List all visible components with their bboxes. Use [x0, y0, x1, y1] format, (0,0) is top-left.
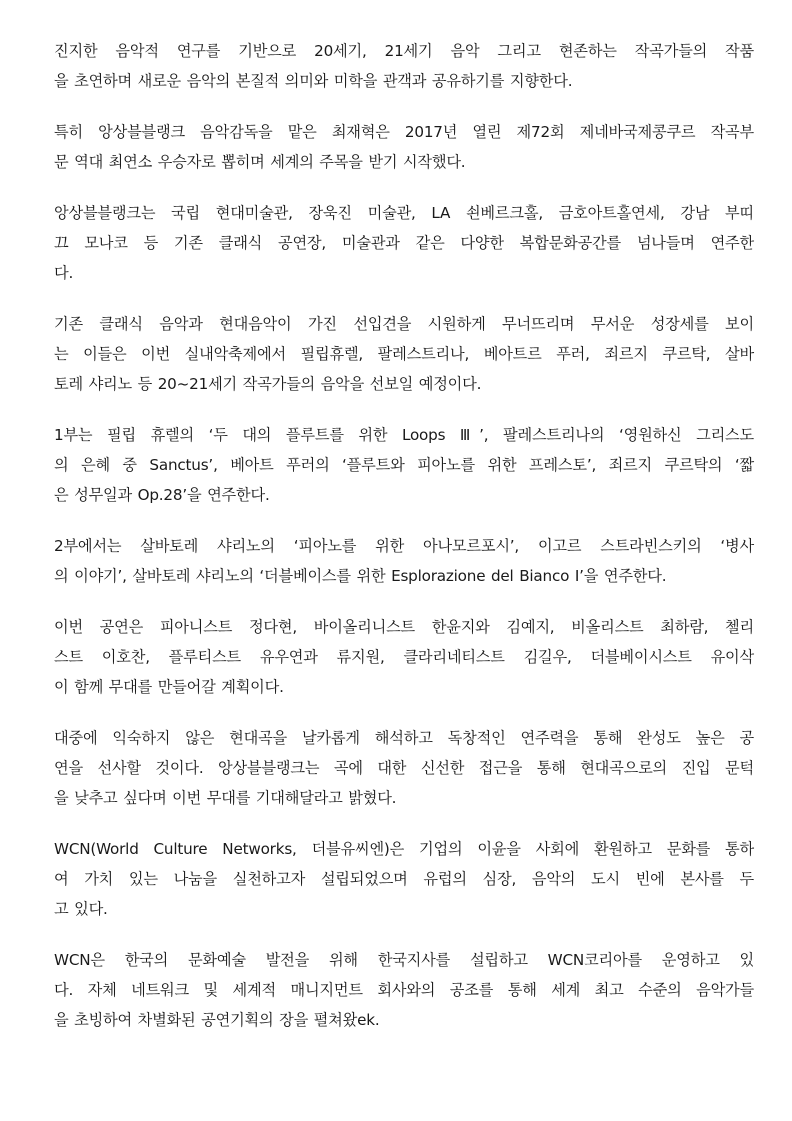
text-line: 는 이들은 이번 실내악축제에서 필립휴렐, 팔레스트리나, 베아트르 푸러, 죄르지 쿠르탁, 살바 [54, 345, 754, 363]
paragraph-music-director [54, 117, 754, 177]
text-line: 이번 공연은 피아니스트 정다현, 바이올리니스트 한윤지와 김예지, 비올리스트 최하람, 첼리 [54, 618, 754, 636]
text-line: 의 은혜 중 Sanctus’, 베아트 푸러의 ‘플루트와 피아노를 위한 프레스토’, 죄르지 쿠르탁의 ‘짧 [54, 456, 754, 474]
text-line: 스트 이호찬, 플루티스트 유우연과 류지원, 클라리네티스트 김길우, 더블베이시스트 유이삭 [54, 648, 754, 666]
paragraph-performers [54, 612, 754, 702]
text-line: 앙상블블랭크는 국립 현대미술관, 장욱진 미술관, LA 쇤베르크홀, 금호아트홀연세, 강남 부띠 [54, 204, 754, 222]
text-line: 고 있다. [54, 900, 108, 918]
text-line: WCN은 한국의 문화예술 발전을 위해 한국지사를 설립하고 WCN코리아를 운영하고 있 [54, 951, 754, 969]
paragraph-part-two [54, 531, 754, 591]
text-line: 은 성무일과 Op.28’을 연주한다. [54, 486, 270, 504]
paragraph-interpretation [54, 723, 754, 813]
text-line: 대중에 익숙하지 않은 현대곡을 날카롭게 해석하고 독창적인 연주력을 통해 완성도 높은 공 [54, 729, 754, 747]
text-line: 이 함께 무대를 만들어갈 계획이다. [54, 678, 284, 696]
text-line: 기존 클래식 음악과 현대음악이 가진 선입견을 시원하게 무너뜨리며 무서운 성장세를 보이 [54, 315, 754, 333]
text-line: 2부에서는 살바토레 샤리노의 ‘피아노를 위한 아나모르포시’, 이고르 스트라빈스키의 ‘병사 [54, 537, 754, 555]
text-line: 의 이야기’, 살바토레 샤리노의 ‘더블베이스를 위한 Esplorazione del Bianco I’을 연주한다. [54, 567, 667, 585]
paragraph-venues [54, 198, 754, 288]
paragraph-festival-program [54, 309, 754, 399]
text-line: 을 초연하며 새로운 음악의 본질적 의미와 미학을 관객과 공유하기를 지향한다. [54, 72, 573, 90]
text-line: 토레 샤리노 등 20~21세기 작곡가들의 음악을 선보일 예정이다. [54, 375, 482, 393]
text-line: 다. [54, 264, 74, 282]
text-line: WCN(World Culture Networks, 더블유씨엔)은 기업의 이윤을 사회에 환원하고 문화를 통하 [54, 840, 754, 858]
paragraph-wcn-about [54, 834, 754, 924]
text-line: 1부는 필립 휴렐의 ‘두 대의 플루트를 위한 Loops Ⅲ’, 팔레스트리나의 ‘영원하신 그리스도 [54, 426, 754, 444]
text-line: 을 낮추고 싶다며 이번 무대를 기대해달라고 밝혔다. [54, 789, 397, 807]
text-line: 끄 모나코 등 기존 클래식 공연장, 미술관과 같은 다양한 복합문화공간를 넘나들며 연주한 [54, 234, 754, 252]
paragraph-part-one [54, 420, 754, 510]
text-line: 연을 선사할 것이다. 앙상블블랭크는 곡에 대한 신선한 접근을 통해 현대곡으로의 진입 문턱 [54, 759, 754, 777]
text-line: 다. 자체 네트워크 및 세계적 매니지먼트 회사와의 공조를 통해 세계 최고 수준의 음악가들 [54, 981, 754, 999]
paragraph-ensemble-mission [54, 36, 754, 96]
text-line: 특히 앙상블블랭크 음악감독을 맡은 최재혁은 2017년 열린 제72회 제네바국제콩쿠르 작곡부 [54, 123, 754, 141]
text-line: 진지한 음악적 연구를 기반으로 20세기, 21세기 음악 그리고 현존하는 작곡가들의 작품 [54, 42, 754, 60]
document-body [54, 36, 754, 1056]
text-line: 문 역대 최연소 우승자로 뽑히며 세계의 주목을 받기 시작했다. [54, 153, 466, 171]
text-line: 여 가치 있는 나눔을 실천하고자 설립되었으며 유럽의 심장, 음악의 도시 빈에 본사를 두 [54, 870, 754, 888]
text-line: 을 초빙하여 차별화된 공연기획의 장을 펼쳐왔ek. [54, 1011, 380, 1029]
paragraph-wcn-korea [54, 945, 754, 1035]
